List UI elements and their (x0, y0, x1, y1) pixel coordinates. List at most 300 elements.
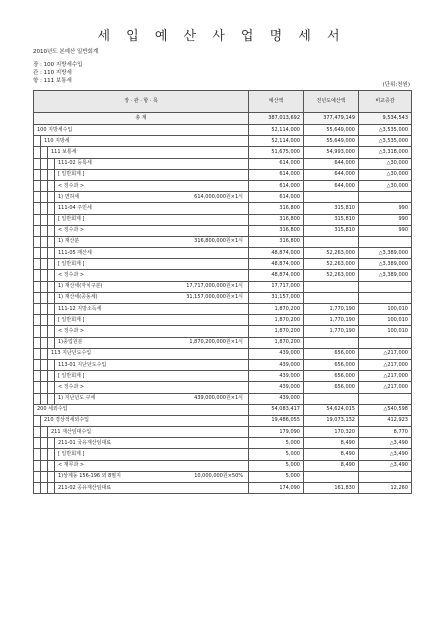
table-row (34, 371, 412, 382)
row-difference: △30,000 (359, 169, 412, 180)
row-label-cell (55, 292, 249, 303)
row-prev-budget (304, 281, 359, 292)
indent-cell (34, 483, 41, 494)
row-label: [ 일반회계 ] (58, 171, 85, 178)
row-label-cell (55, 460, 249, 471)
row-prev-budget: 55,649,000 (304, 125, 359, 136)
row-difference: △3,389,000 (359, 248, 412, 259)
budget-table (33, 90, 412, 494)
row-prev-budget (304, 292, 359, 303)
row-label-cell (55, 180, 249, 191)
row-prev-budget: 52,263,000 (304, 270, 359, 281)
row-budget: 1,870,200 (249, 337, 304, 348)
row-difference (359, 292, 412, 303)
indent-cell (41, 438, 48, 449)
row-budget: 179,090 (249, 427, 304, 438)
row-label: 113-01 지난년도수입 (58, 361, 107, 368)
row-difference (359, 393, 412, 404)
row-budget: 48,874,000 (249, 270, 304, 281)
indent-cell (41, 348, 48, 359)
row-label-cell (55, 214, 249, 225)
row-budget: 439,000 (249, 393, 304, 404)
row-budget: 48,874,000 (249, 259, 304, 270)
row-difference: △30,000 (359, 180, 412, 191)
row-label-cell (34, 404, 249, 415)
indent-cell (48, 382, 55, 393)
row-label-cell (41, 136, 249, 147)
row-label: 1)종업원분 (58, 339, 83, 346)
total-label: 총 계 (34, 113, 249, 125)
indent-cell (34, 236, 41, 247)
row-prev-budget: 644,000 (304, 180, 359, 191)
row-label: 111 보통세 (51, 148, 77, 155)
row-budget: 614,000 (249, 192, 304, 203)
table-row (34, 180, 412, 191)
row-budget: 316,800 (249, 214, 304, 225)
row-prev-budget: 52,263,000 (304, 248, 359, 259)
row-label-cell (55, 315, 249, 326)
header-difference: 비교증감 (359, 91, 412, 113)
indent-cell (41, 337, 48, 348)
row-label-cell (55, 169, 249, 180)
row-budget: 316,800 (249, 203, 304, 214)
row-difference (359, 236, 412, 247)
row-label-cell (55, 225, 249, 236)
table-row (34, 259, 412, 270)
table-row (34, 214, 412, 225)
row-prev-budget: 656,000 (304, 348, 359, 359)
row-label-cell (55, 203, 249, 214)
row-label: [ 일반회계 ] (58, 216, 85, 223)
indent-cell (34, 147, 41, 158)
row-calc-memo: 316,800,000원×1식 (194, 238, 243, 245)
table-row (34, 382, 412, 393)
row-prev-budget: 656,000 (304, 371, 359, 382)
row-label: < 징수과 > (58, 182, 85, 189)
row-label-cell (55, 192, 249, 203)
row-prev-budget: 656,000 (304, 382, 359, 393)
indent-cell (48, 270, 55, 281)
indent-cell (48, 180, 55, 191)
indent-cell (34, 259, 41, 270)
row-label-cell (55, 236, 249, 247)
row-label: 1)상계동 156-196 외 8필지 (58, 473, 121, 480)
row-prev-budget: 644,000 (304, 158, 359, 169)
row-label: 111-02 등록세 (58, 160, 92, 167)
row-budget: 614,000 (249, 158, 304, 169)
indent-cell (48, 304, 55, 315)
indent-cell (41, 326, 48, 337)
row-prev-budget: 54,624,015 (304, 404, 359, 415)
indent-cell (41, 169, 48, 180)
row-prev-budget: 8,490 (304, 460, 359, 471)
indent-cell (48, 158, 55, 169)
indent-cell (34, 169, 41, 180)
row-difference: △3,535,000 (359, 136, 412, 147)
row-budget: 52,114,000 (249, 125, 304, 136)
row-budget: 439,000 (249, 359, 304, 370)
table-row (34, 225, 412, 236)
row-prev-budget: 315,810 (304, 214, 359, 225)
row-prev-budget: 8,490 (304, 438, 359, 449)
row-budget: 5,000 (249, 449, 304, 460)
row-prev-budget: 644,000 (304, 169, 359, 180)
indent-cell (41, 192, 48, 203)
row-difference: △3,490 (359, 449, 412, 460)
table-row (34, 136, 412, 147)
row-difference: △3,490 (359, 460, 412, 471)
table-row (34, 304, 412, 315)
row-difference: 412,923 (359, 415, 412, 426)
indent-cell (34, 460, 41, 471)
row-prev-budget: 1,770,190 (304, 315, 359, 326)
indent-cell (34, 471, 41, 482)
row-label: 211-01 국유재산임대료 (58, 439, 112, 446)
row-difference: 8,770 (359, 427, 412, 438)
indent-cell (48, 326, 55, 337)
row-prev-budget (304, 236, 359, 247)
row-budget: 316,800 (249, 225, 304, 236)
row-label: < 징수과 > (58, 272, 85, 279)
table-row (34, 393, 412, 404)
row-label: 111-05 재산세 (58, 249, 92, 256)
header-category: 장 · 관 · 항 · 목 (34, 91, 249, 113)
indent-cell (41, 203, 48, 214)
row-budget: 17,717,000 (249, 281, 304, 292)
row-label: 1) 재산세(공동세) (58, 294, 98, 301)
row-label: 111-12 지방소득세 (58, 305, 102, 312)
table-row (34, 438, 412, 449)
row-label-cell (55, 337, 249, 348)
row-budget: 52,114,000 (249, 136, 304, 147)
row-prev-budget (304, 192, 359, 203)
row-difference (359, 337, 412, 348)
row-label: < 재무과 > (58, 462, 85, 469)
row-difference: 990 (359, 225, 412, 236)
table-row (34, 315, 412, 326)
row-label: 210 경상적세외수입 (44, 417, 89, 424)
total-budget: 387,013,692 (249, 113, 304, 125)
row-prev-budget: 170,320 (304, 427, 359, 438)
indent-cell (34, 359, 41, 370)
indent-cell (34, 326, 41, 337)
indent-cell (48, 449, 55, 460)
row-difference: △217,000 (359, 348, 412, 359)
row-budget: 48,874,000 (249, 248, 304, 259)
table-row (34, 483, 412, 494)
document-title: 세 입 예 산 사 업 명 세 서 (97, 29, 346, 44)
row-budget: 1,870,200 (249, 315, 304, 326)
row-label: [ 일반회계 ] (58, 316, 85, 323)
indent-cell (41, 460, 48, 471)
indent-cell (48, 371, 55, 382)
row-label-cell (34, 125, 249, 136)
row-prev-budget: 315,810 (304, 225, 359, 236)
indent-cell (41, 180, 48, 191)
row-prev-budget: 1,770,190 (304, 326, 359, 337)
table-row (34, 203, 412, 214)
row-prev-budget: 55,649,000 (304, 136, 359, 147)
indent-cell (41, 236, 48, 247)
total-diff: 9,534,543 (359, 113, 412, 125)
row-budget: 1,870,200 (249, 326, 304, 337)
indent-cell (41, 158, 48, 169)
row-difference: △540,598 (359, 404, 412, 415)
row-difference (359, 281, 412, 292)
table-row (34, 236, 412, 247)
indent-cell (34, 136, 41, 147)
indent-cell (41, 281, 48, 292)
table-row (34, 471, 412, 482)
row-difference: △30,000 (359, 158, 412, 169)
row-label: 100 지방세수입 (37, 126, 73, 133)
row-label-cell (55, 326, 249, 337)
row-label: 1) 지난년도 구세 (58, 395, 96, 402)
row-label-cell (55, 438, 249, 449)
row-label-cell (55, 281, 249, 292)
row-difference: △3,389,000 (359, 259, 412, 270)
table-row (34, 427, 412, 438)
row-prev-budget: 161,830 (304, 483, 359, 494)
row-difference: △3,535,000 (359, 125, 412, 136)
row-difference: 990 (359, 214, 412, 225)
row-calc-memo: 614,000,000원×1식 (194, 193, 243, 200)
header-prev-budget: 전년도예산액 (304, 91, 359, 113)
row-budget: 5,000 (249, 460, 304, 471)
row-prev-budget: 656,000 (304, 359, 359, 370)
row-difference: 100,010 (359, 304, 412, 315)
row-prev-budget: 1,770,190 (304, 304, 359, 315)
indent-cell (48, 460, 55, 471)
row-budget: 439,000 (249, 382, 304, 393)
meta-hang: 항 : 111 보통세 (33, 78, 72, 84)
indent-cell (48, 192, 55, 203)
row-calc-memo: 439,000,000원×1식 (194, 395, 243, 402)
row-label-cell (48, 427, 249, 438)
row-budget: 174,090 (249, 483, 304, 494)
indent-cell (48, 236, 55, 247)
indent-cell (34, 270, 41, 281)
row-label: 1) 재산세(자치구분) (58, 283, 103, 290)
row-difference: △217,000 (359, 371, 412, 382)
row-label: 113 지난년도수입 (51, 350, 92, 357)
row-budget: 19,486,055 (249, 415, 304, 426)
row-label: < 징수과 > (58, 227, 85, 234)
indent-cell (48, 169, 55, 180)
row-label-cell (55, 158, 249, 169)
indent-cell (41, 427, 48, 438)
table-row (34, 292, 412, 303)
indent-cell (34, 281, 41, 292)
row-prev-budget: 54,993,000 (304, 147, 359, 158)
row-label-cell (48, 348, 249, 359)
table-row (34, 359, 412, 370)
row-difference: △3,318,000 (359, 147, 412, 158)
row-prev-budget: 52,263,000 (304, 259, 359, 270)
row-budget: 5,000 (249, 438, 304, 449)
indent-cell (48, 359, 55, 370)
indent-cell (34, 371, 41, 382)
indent-cell (34, 393, 41, 404)
row-label: [ 일반회계 ] (58, 260, 85, 267)
row-label: 111-04 주민세 (58, 204, 92, 211)
indent-cell (34, 449, 41, 460)
row-budget: 5,000 (249, 471, 304, 482)
table-row (34, 460, 412, 471)
table-row (34, 169, 412, 180)
indent-cell (48, 281, 55, 292)
indent-cell (34, 427, 41, 438)
row-label: 211-02 공유재산임대료 (58, 484, 112, 491)
total-row (34, 113, 412, 125)
total-prev: 377,479,149 (304, 113, 359, 125)
indent-cell (34, 203, 41, 214)
row-difference: 100,010 (359, 315, 412, 326)
row-label: 1) 재산분 (58, 238, 80, 245)
indent-cell (41, 259, 48, 270)
indent-cell (34, 315, 41, 326)
row-label-cell (55, 304, 249, 315)
row-label-cell (41, 415, 249, 426)
row-budget: 54,083,417 (249, 404, 304, 415)
indent-cell (41, 147, 48, 158)
indent-cell (48, 248, 55, 259)
indent-cell (34, 337, 41, 348)
indent-cell (34, 214, 41, 225)
table-row (34, 125, 412, 136)
header-budget: 예산액 (249, 91, 304, 113)
indent-cell (41, 359, 48, 370)
table-row (34, 337, 412, 348)
row-difference: △3,490 (359, 438, 412, 449)
indent-cell (34, 248, 41, 259)
indent-cell (41, 270, 48, 281)
indent-cell (48, 337, 55, 348)
table-row (34, 281, 412, 292)
table-row (34, 192, 412, 203)
indent-cell (34, 304, 41, 315)
row-label: < 징수과 > (58, 327, 85, 334)
row-difference: △217,000 (359, 382, 412, 393)
indent-cell (41, 214, 48, 225)
row-prev-budget (304, 337, 359, 348)
indent-cell (48, 438, 55, 449)
indent-cell (41, 292, 48, 303)
row-budget: 316,800 (249, 236, 304, 247)
row-difference (359, 192, 412, 203)
row-prev-budget (304, 471, 359, 482)
row-label: 200 세외수입 (37, 406, 68, 413)
row-label-cell (55, 248, 249, 259)
table-row (34, 415, 412, 426)
row-budget: 439,000 (249, 371, 304, 382)
row-budget: 51,675,000 (249, 147, 304, 158)
indent-cell (48, 471, 55, 482)
row-label: 110 지방세 (44, 137, 70, 144)
indent-cell (34, 158, 41, 169)
row-difference: 12,260 (359, 483, 412, 494)
table-row (34, 248, 412, 259)
table-row (34, 348, 412, 359)
row-calc-memo: 31,157,000,000원×1식 (186, 294, 243, 301)
indent-cell (48, 203, 55, 214)
table-row (34, 404, 412, 415)
indent-cell (41, 225, 48, 236)
indent-cell (41, 449, 48, 460)
indent-cell (48, 259, 55, 270)
row-label-cell (55, 449, 249, 460)
table-row (34, 449, 412, 460)
indent-cell (41, 382, 48, 393)
row-label-cell (55, 270, 249, 281)
indent-cell (48, 225, 55, 236)
indent-cell (34, 180, 41, 191)
row-label: [ 일반회계 ] (58, 451, 85, 458)
row-label-cell (55, 382, 249, 393)
table-row (34, 270, 412, 281)
indent-cell (48, 292, 55, 303)
indent-cell (34, 225, 41, 236)
row-difference: △3,389,000 (359, 270, 412, 281)
indent-cell (34, 292, 41, 303)
row-difference (359, 471, 412, 482)
indent-cell (34, 348, 41, 359)
row-prev-budget: 8,490 (304, 449, 359, 460)
indent-cell (34, 382, 41, 393)
indent-cell (34, 192, 41, 203)
row-difference: 100,010 (359, 326, 412, 337)
indent-cell (41, 248, 48, 259)
row-budget: 439,000 (249, 348, 304, 359)
indent-cell (41, 393, 48, 404)
row-label: [ 일반회계 ] (58, 372, 85, 379)
indent-cell (34, 415, 41, 426)
row-label-cell (55, 259, 249, 270)
indent-cell (41, 471, 48, 482)
row-label-cell (55, 393, 249, 404)
document-subtitle: 2010년도 본예산 일반회계 (33, 49, 99, 55)
indent-cell (41, 371, 48, 382)
table-row (34, 158, 412, 169)
table-row (34, 147, 412, 158)
row-budget: 614,000 (249, 180, 304, 191)
row-label: 1) 면허세 (58, 193, 80, 200)
unit-label: (단위:천원) (382, 82, 410, 88)
indent-cell (41, 304, 48, 315)
meta-jang: 장 : 100 지방세수입 (33, 62, 83, 68)
row-prev-budget: 19,073,132 (304, 415, 359, 426)
row-difference: 990 (359, 203, 412, 214)
row-budget: 1,870,200 (249, 304, 304, 315)
row-label-cell (55, 359, 249, 370)
row-prev-budget: 315,810 (304, 203, 359, 214)
indent-cell (41, 483, 48, 494)
row-label-cell (55, 471, 249, 482)
meta-gwan: 관 : 110 지방세 (33, 70, 72, 76)
indent-cell (48, 315, 55, 326)
indent-cell (48, 393, 55, 404)
row-calc-memo: 17,717,000,000원×1식 (186, 283, 243, 290)
row-label-cell (48, 147, 249, 158)
indent-cell (34, 438, 41, 449)
indent-cell (48, 214, 55, 225)
row-calc-memo: 10,000,000원×50% (194, 473, 243, 480)
row-label: < 징수과 > (58, 383, 85, 390)
row-calc-memo: 1,870,200,000원×1식 (189, 339, 243, 346)
row-label-cell (55, 483, 249, 494)
row-budget: 31,157,000 (249, 292, 304, 303)
row-difference: △217,000 (359, 359, 412, 370)
